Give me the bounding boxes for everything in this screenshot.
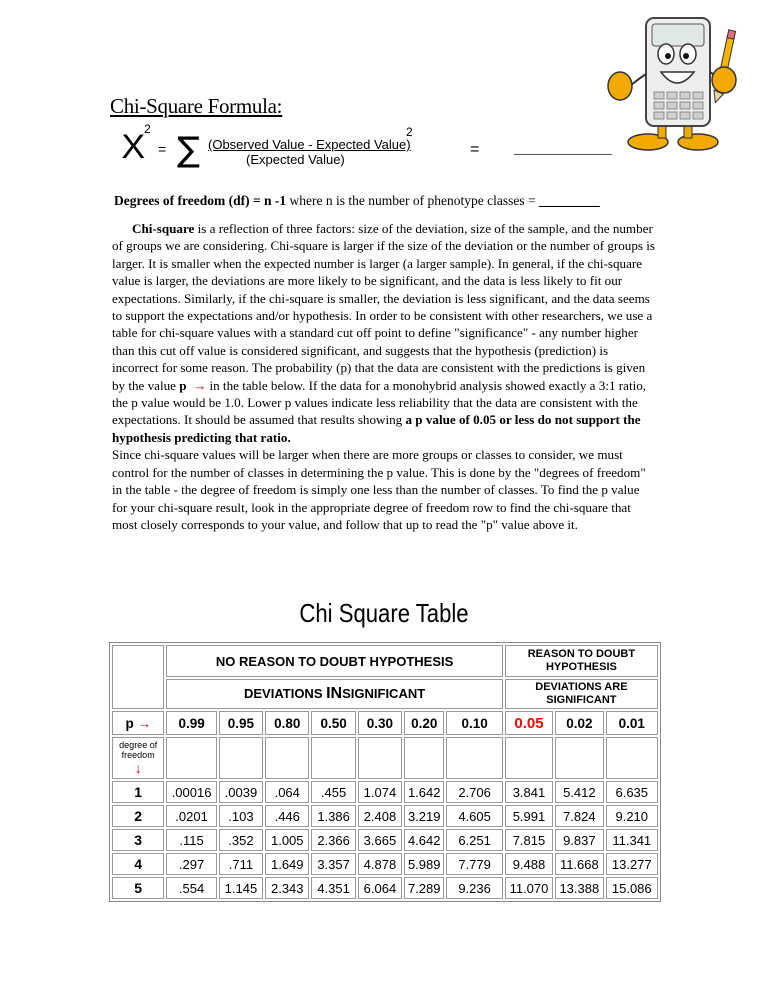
explanation-text (112, 220, 657, 533)
calculator-mascot-illustration (606, 14, 746, 152)
chi-value-cell: .0201 (166, 805, 216, 827)
chi-value-cell: 9.488 (505, 853, 553, 875)
df-description: where n is the number of phenotype classes = (286, 193, 539, 208)
chi-value-cell: 1.642 (404, 781, 444, 803)
corner-cell (112, 645, 164, 709)
down-arrow-icon: ↓ (134, 760, 142, 776)
empty-cell (166, 737, 216, 779)
p-label-cell: p → (112, 711, 164, 735)
p-value-cell: 0.20 (404, 711, 444, 735)
dof-label-cell: degree of freedom ↓ (112, 737, 164, 779)
chi-value-cell: 3.357 (311, 853, 355, 875)
chi-value-cell: 5.991 (505, 805, 553, 827)
chi-value-cell: .115 (166, 829, 216, 851)
reason-header: REASON TO DOUBT HYPOTHESIS (505, 645, 658, 677)
p-value-cell: 0.10 (446, 711, 502, 735)
chi-value-cell: 9.837 (555, 829, 603, 851)
chi-value-cell: 1.074 (358, 781, 402, 803)
chi-symbol: X (121, 128, 146, 166)
p-value-cell: 0.80 (265, 711, 309, 735)
chi-value-cell: .446 (265, 805, 309, 827)
chi-value-cell: 1.386 (311, 805, 355, 827)
chi-value-cell: 15.086 (606, 877, 658, 899)
chi-value-cell: 2.706 (446, 781, 502, 803)
degrees-of-freedom-line (114, 193, 600, 209)
empty-cell (265, 737, 309, 779)
df-blank: _________ (538, 193, 600, 208)
result-blank: ______________ (514, 142, 612, 157)
df-cell: 2 (112, 805, 164, 827)
chi-value-cell: 1.145 (219, 877, 263, 899)
chi-value-cell: 1.649 (265, 853, 309, 875)
chi-value-cell: 7.815 (505, 829, 553, 851)
chi-value-cell: 9.236 (446, 877, 502, 899)
fraction-exponent: 2 (406, 125, 413, 139)
chi-value-cell: .0039 (219, 781, 263, 803)
p-value-cell: 0.95 (219, 711, 263, 735)
chi-value-cell: .455 (311, 781, 355, 803)
chi-value-cell: 2.408 (358, 805, 402, 827)
empty-cell (404, 737, 444, 779)
empty-cell (358, 737, 402, 779)
chi-value-cell: .711 (219, 853, 263, 875)
p-arrow-icon: → (137, 715, 151, 731)
p1-conclusion: a p value of 0.05 or less do not support the hypothesis predicting that ratio. (112, 412, 641, 445)
chi-value-cell: 9.210 (606, 805, 658, 827)
formula-title: Chi-Square Formula: (110, 94, 283, 118)
chi-value-cell: 11.341 (606, 829, 658, 851)
no-reason-header: NO REASON TO DOUBT HYPOTHESIS (166, 645, 502, 677)
chi-value-cell: 11.668 (555, 853, 603, 875)
empty-cell (505, 737, 553, 779)
chi-value-cell: 1.005 (265, 829, 309, 851)
chi-value-cell: .103 (219, 805, 263, 827)
chi-exponent: 2 (144, 122, 151, 136)
chi-value-cell: 7.779 (446, 853, 502, 875)
chi-value-cell: 4.605 (446, 805, 502, 827)
empty-cell (555, 737, 603, 779)
p-value-cell: 0.99 (166, 711, 216, 735)
p-value-cell: 0.50 (311, 711, 355, 735)
chi-value-cell: 13.277 (606, 853, 658, 875)
formula-equals: = (158, 141, 167, 157)
deviations-insignificant-header: DEVIATIONS INSIGNIFICANT (166, 679, 502, 709)
p-value-cell: 0.05 (505, 711, 553, 735)
p-value-cell: 0.01 (606, 711, 658, 735)
empty-cell (311, 737, 355, 779)
p1-text-a: is a reflection of three factors: size of the deviation, size of the sample, and the number of groups we are considering. Chi-square is larger if the size of the deviation or the number of groups is larger. It is smaller when the expected number is larger (a larger sample). In general, if the chi-square value is larger, the deviations are more likely to be significant, and the data is less likely to fit our expectations. Similarly, if the chi-square is smaller, the deviation is less significant, and the data seems to support the expectations and/or hypothesis. In order to be consistent with other researchers, we use a table for chi-square values with a standard cut off point to define "significance" - any number higher than this cut off value is considered significant, and suggests that the hypothesis (prediction) is incorrect for some reason. The probability (p) that the data are consistent with the predictions is given by the value (112, 221, 656, 393)
chi-value-cell: 3.841 (505, 781, 553, 803)
chi-value-cell: .064 (265, 781, 309, 803)
sigma-symbol: ∑ (177, 130, 200, 170)
empty-cell (219, 737, 263, 779)
chi-value-cell: 6.635 (606, 781, 658, 803)
chi-value-cell: 5.412 (555, 781, 603, 803)
df-cell: 4 (112, 853, 164, 875)
p-term: p (179, 377, 187, 393)
chi-value-cell: 4.642 (404, 829, 444, 851)
chi-value-cell: 7.824 (555, 805, 603, 827)
chi-value-cell: 2.343 (265, 877, 309, 899)
right-arrow-icon: → (193, 377, 207, 393)
chi-square-table (109, 642, 661, 902)
p-value-cell: 0.30 (358, 711, 402, 735)
chi-value-cell: 7.289 (404, 877, 444, 899)
chi-value-cell: 3.219 (404, 805, 444, 827)
table-row (112, 853, 658, 875)
paragraph-1 (112, 220, 657, 446)
chi-value-cell: 4.878 (358, 853, 402, 875)
chi-value-cell: .297 (166, 853, 216, 875)
chi-value-cell: 13.388 (555, 877, 603, 899)
chi-value-cell: .352 (219, 829, 263, 851)
table-row (112, 829, 658, 851)
dof-label-row (112, 737, 658, 779)
table-row (112, 805, 658, 827)
df-cell: 5 (112, 877, 164, 899)
chi-value-cell: 2.366 (311, 829, 355, 851)
empty-cell (606, 737, 658, 779)
df-cell: 3 (112, 829, 164, 851)
table-row (112, 877, 658, 899)
chi-value-cell: .00016 (166, 781, 216, 803)
paragraph-2: Since chi-square values will be larger when there are more groups or classes to consider, we must control for the number of classes in determining the p value. This is done by the "degrees of freedom" in the table - the degree of freedom is simply one less than the number of classes. To find the p value for your chi-square result, look in the appropriate degree of freedom row to find the chi-square that most closely corresponds to your value, and follow that up to read the "p" value above it. (112, 447, 646, 532)
formula-equals-result: = (470, 141, 480, 158)
table-row (112, 781, 658, 803)
chi-value-cell: 6.064 (358, 877, 402, 899)
deviations-significant-header: DEVIATIONS ARE SIGNIFICANT (505, 679, 658, 709)
p1-text-b: in the table below. If the data for a monohybrid analysis showed exactly a 3:1 ratio, the p value would be 1.0. Lower p values indicate less reliability that the data are consistent with the expectations. It should be assumed that results showing (112, 377, 647, 428)
table-title: Chi Square Table (299, 598, 469, 628)
chi-value-cell: 5.989 (404, 853, 444, 875)
formula-numerator: (Observed Value - Expected Value) (208, 137, 411, 152)
df-cell: 1 (112, 781, 164, 803)
p-value-row (112, 711, 658, 735)
chi-value-cell: 3.665 (358, 829, 402, 851)
empty-cell (446, 737, 502, 779)
df-label: Degrees of freedom (df) = n -1 (114, 193, 287, 208)
chi-value-cell: 11.070 (505, 877, 553, 899)
chi-value-cell: .554 (166, 877, 216, 899)
formula-denominator: (Expected Value) (246, 152, 345, 167)
chi-square-term: Chi-square (132, 221, 195, 236)
p-value-cell: 0.02 (555, 711, 603, 735)
chi-value-cell: 6.251 (446, 829, 502, 851)
chi-value-cell: 4.351 (311, 877, 355, 899)
